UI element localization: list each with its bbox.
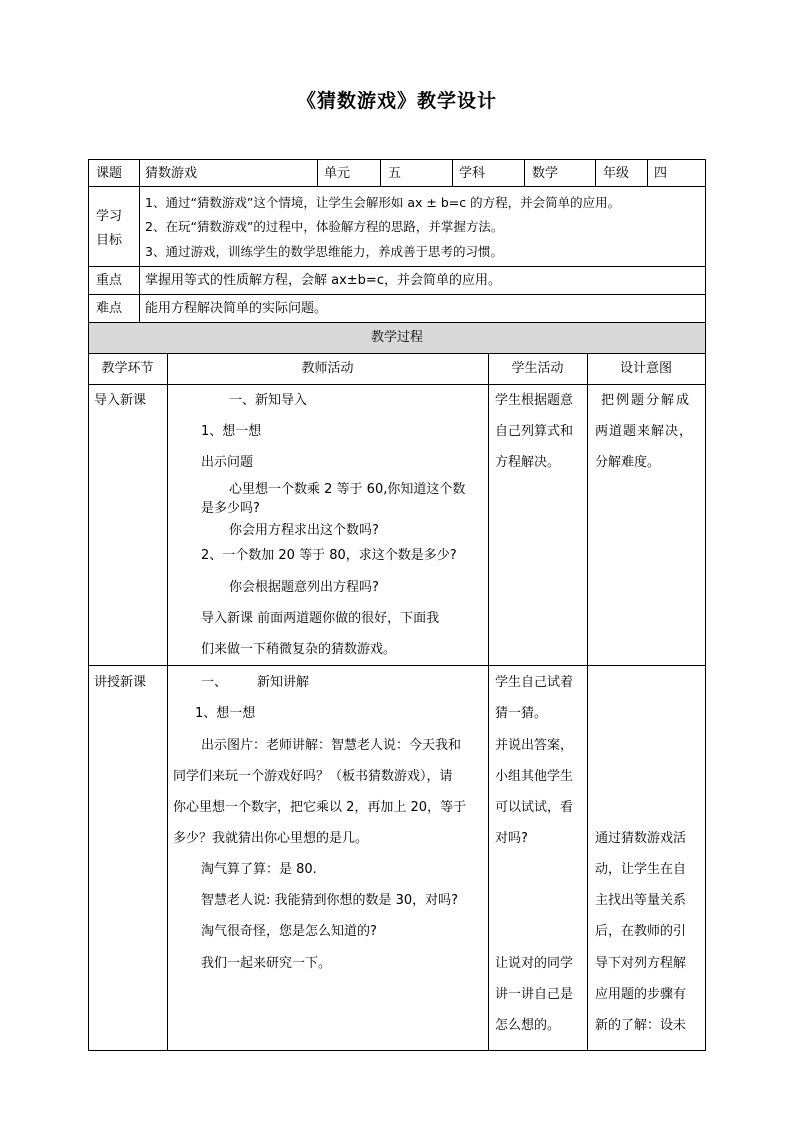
row2-teacher-line: 你心里想一个数字，把它乘以 2，再加上 20，等于 xyxy=(173,800,467,815)
row1-student-line: 自己列算式和 xyxy=(495,424,574,439)
row2-student-line: 学生自己试着 xyxy=(495,675,574,690)
row2-teacher-line: 出示图片：老师讲解：智慧老人说：今天我和 xyxy=(201,738,462,753)
goals-label-line1: 学习 xyxy=(96,209,123,224)
row1-intent-line: 两道题来解决， xyxy=(595,424,694,439)
xue-ke-label: 学科 xyxy=(459,166,486,181)
table-rule xyxy=(167,353,168,1051)
column-header-stage: 教学环节 xyxy=(101,361,154,376)
table-rule xyxy=(88,384,706,385)
row2-student-line: 小组其他学生 xyxy=(495,769,574,784)
row1-teacher-line: 导入新课 前面两道题你做的很好，下面我 xyxy=(201,611,440,626)
table-rule xyxy=(452,159,453,186)
goal-item-3: 3、通过游戏，训练学生的数学思维能力，养成善于思考的习惯。 xyxy=(145,244,503,259)
table-rule xyxy=(524,159,525,186)
table-rule xyxy=(88,322,706,323)
row2-intent-line: 主找出等量关系 xyxy=(595,893,687,908)
row1-teacher-line: 心里想一个数乘 2 等于 60,你知道这个数 xyxy=(229,482,466,497)
row1-intent-line: 分解难度。 xyxy=(595,455,661,470)
lesson-plan-table xyxy=(88,159,706,1051)
row1-student-line: 方程解决。 xyxy=(495,455,561,470)
row2-teacher-line: 我们一起来研究一下。 xyxy=(201,956,332,971)
row2-intent-line: 应用题的步骤有 xyxy=(595,987,687,1002)
row1-teacher-line: 你会用方程求出这个数吗? xyxy=(229,523,379,538)
difficulty-label: 难点 xyxy=(96,301,123,316)
table-rule xyxy=(317,159,318,186)
row1-student-line: 学生根据题意 xyxy=(495,393,574,408)
table-rule xyxy=(88,159,706,160)
row1-teacher-line: 出示问题 xyxy=(201,455,254,470)
row1-teacher-line: 一、新知导入 xyxy=(229,393,308,408)
row2-student-line: 讲一讲自己是 xyxy=(495,987,574,1002)
row2-teacher-line: 一、 xyxy=(201,675,228,690)
row2-intent-line: 后，在教师的引 xyxy=(595,924,687,939)
column-header-student: 学生活动 xyxy=(511,361,564,376)
row2-teacher-line: 1、想一想 xyxy=(195,706,256,721)
table-rule xyxy=(647,159,648,186)
table-rule xyxy=(88,353,706,354)
row1-intent-line: 把例题分解成 xyxy=(601,393,692,408)
row2-teacher-line: 新知讲解 xyxy=(257,675,310,690)
row2-student-line: 怎么想的。 xyxy=(495,1018,561,1033)
table-rule xyxy=(88,266,706,267)
ke-ti-value: 猜数游戏 xyxy=(145,166,198,181)
row2-stage: 讲授新课 xyxy=(94,675,147,690)
row2-student-line: 可以试试，看 xyxy=(495,800,574,815)
goals-label-line2: 目标 xyxy=(96,233,123,248)
nian-ji-value: 四 xyxy=(654,166,668,181)
table-rule xyxy=(595,159,596,186)
dan-yuan-label: 单元 xyxy=(324,166,351,181)
row2-teacher-line: 淘气算了算：是 80. xyxy=(201,862,317,877)
table-rule xyxy=(139,159,140,186)
row2-intent-line: 动，让学生在自 xyxy=(595,862,687,877)
table-rule xyxy=(88,159,89,1051)
goal-item-2: 2、在玩“猜数游戏”的过程中，体验解方程的思路，并掌握方法。 xyxy=(145,219,504,234)
row2-teacher-line: 同学们来玩一个游戏好吗？（板书猜数游戏），请 xyxy=(173,769,453,784)
row2-teacher-line: 多少？我就猜出你心里想的是几。 xyxy=(173,831,369,846)
key-point-text: 掌握用等式的性质解方程，会解 ax±b=c，并会简单的应用。 xyxy=(145,273,501,288)
row2-teacher-line: 淘气很奇怪，您是怎么知道的? xyxy=(201,924,377,939)
row2-intent-line: 新的了解：设未 xyxy=(595,1018,687,1033)
row2-student-line: 对吗? xyxy=(495,831,528,846)
row2-student-line: 猜一猜。 xyxy=(495,706,548,721)
row1-teacher-line: 2、一个数加 20 等于 80，求这个数是多少? xyxy=(201,548,457,563)
process-section-title: 教学过程 xyxy=(370,330,423,345)
row2-intent-line: 通过猜数游戏活 xyxy=(595,831,687,846)
nian-ji-label: 年级 xyxy=(603,166,630,181)
row2-student-line: 让说对的同学 xyxy=(495,956,574,971)
table-rule xyxy=(88,1050,706,1051)
table-rule xyxy=(139,186,140,322)
table-rule xyxy=(488,353,489,1051)
table-rule xyxy=(380,159,381,186)
difficulty-text: 能用方程解决简单的实际问题。 xyxy=(145,301,328,316)
document-title: 《猜数游戏》教学设计 xyxy=(296,90,497,112)
row1-teacher-line: 你会根据题意列出方程吗? xyxy=(229,580,379,595)
table-rule xyxy=(705,159,706,1051)
row2-teacher-line: 智慧老人说: 我能猜到你想的数是 30，对吗? xyxy=(201,893,459,908)
row1-teacher-line: 1、想一想 xyxy=(201,424,262,439)
column-header-teacher: 教师活动 xyxy=(301,361,354,376)
row1-teacher-line: 们来做一下稍微复杂的猜数游戏。 xyxy=(201,642,397,657)
row2-intent-line: 导下对列方程解 xyxy=(595,956,687,971)
xue-ke-value: 数学 xyxy=(532,166,559,181)
row1-teacher-line: 是多少吗? xyxy=(201,501,260,516)
row2-student-line: 并说出答案， xyxy=(495,738,574,753)
table-rule xyxy=(88,294,706,295)
row1-stage: 导入新课 xyxy=(94,393,147,408)
dan-yuan-value: 五 xyxy=(388,166,402,181)
table-rule xyxy=(88,186,706,187)
key-point-label: 重点 xyxy=(96,273,123,288)
column-header-intent: 设计意图 xyxy=(619,361,672,376)
ke-ti-label: 课题 xyxy=(96,166,123,181)
table-rule xyxy=(587,353,588,1051)
table-rule xyxy=(88,665,706,666)
goal-item-1: 1、通过“猜数游戏”这个情境，让学生会解形如 ax ± b=c 的方程，并会简单的应用。 xyxy=(145,195,621,210)
